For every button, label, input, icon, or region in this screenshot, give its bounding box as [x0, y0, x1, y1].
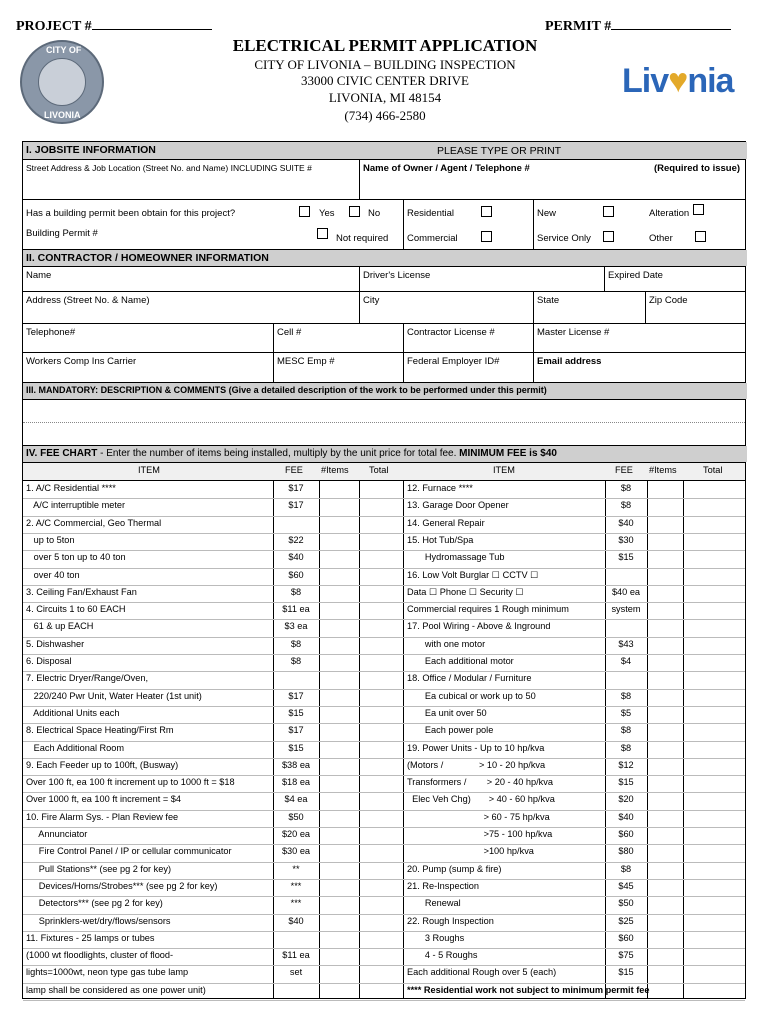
- project-label: PROJECT #: [16, 19, 92, 34]
- owner-field[interactable]: Name of Owner / Agent / Telephone #: [359, 160, 747, 199]
- fee-item-label: Annunciator: [26, 829, 88, 839]
- fee-amount: $20 ea: [281, 829, 311, 839]
- items-count-field[interactable]: [648, 844, 682, 861]
- fee-item-label: up to 5ton: [26, 534, 75, 545]
- items-count-field[interactable]: [648, 637, 682, 654]
- fee-amount: $8: [620, 690, 632, 701]
- fee-item-label: Additional Units each: [26, 707, 120, 718]
- right-fee-row: [23, 741, 745, 758]
- right-fee-row: [23, 533, 745, 550]
- other-checkbox[interactable]: [695, 231, 706, 242]
- fee-amount: $8: [620, 863, 632, 874]
- fee-item-label: Fire Control Panel / IP or cellular communicator: [26, 846, 232, 857]
- fee-item-label: 6. Disposal: [26, 656, 72, 666]
- permit-label: PERMIT #: [545, 19, 612, 34]
- right-fee-row: [23, 775, 745, 792]
- items-count-field[interactable]: [648, 671, 682, 688]
- fee-item-label: 9. Each Feeder up to 100ft, (Busway): [26, 759, 179, 770]
- address-field[interactable]: Address (Street No. & Name): [26, 295, 150, 306]
- fee-header-row: [23, 463, 745, 480]
- fee-amount: $40: [618, 517, 634, 528]
- fee-amount: **: [292, 863, 300, 874]
- fee-item-label: 15. Hot Tub/Spa: [407, 534, 474, 545]
- fee-amount: system: [611, 604, 641, 615]
- not-required-label: Not required: [336, 233, 389, 244]
- new-checkbox[interactable]: [603, 206, 614, 217]
- fee-item-label: Each additional Rough over 5 (each): [407, 967, 557, 978]
- cell-field[interactable]: Cell #: [273, 324, 403, 352]
- right-fee-row: [23, 792, 745, 809]
- right-fee-row: [23, 931, 745, 948]
- federal-id-field[interactable]: Federal Employer ID#: [403, 353, 533, 382]
- fee-amount: $20: [618, 794, 634, 805]
- fee-item-label: Each Additional Room: [26, 742, 125, 753]
- contractor-license-field[interactable]: Contractor License #: [403, 324, 533, 352]
- section-3-title: III. MANDATORY:: [26, 385, 99, 395]
- section-3-header: [23, 383, 745, 400]
- fee-amount: $75: [618, 950, 634, 961]
- right-fee-row: [23, 602, 745, 619]
- city-field[interactable]: City: [359, 292, 533, 323]
- fee-amount: set: [289, 967, 303, 978]
- items-count-field[interactable]: [648, 948, 682, 965]
- commercial-label: Commercial: [407, 233, 458, 244]
- items-count-field[interactable]: [648, 550, 682, 567]
- right-fee-row: [23, 758, 745, 775]
- fee-amount: $17: [288, 725, 304, 736]
- items-count-field[interactable]: [648, 914, 682, 931]
- header-line-4: (734) 466-2580: [344, 108, 426, 123]
- items-count-field[interactable]: [648, 810, 682, 827]
- right-fee-row: [23, 689, 745, 706]
- header-line-3: LIVONIA, MI 48154: [328, 90, 442, 105]
- has-permit-question: Has a building permit been obtain for this project?: [26, 208, 236, 219]
- fee-amount: $15: [618, 552, 634, 563]
- yes-checkbox[interactable]: [299, 206, 310, 217]
- fee-item-label: 8. Electrical Space Heating/First Rm: [26, 725, 174, 736]
- fee-item-label: 21. Re-Inspection: [407, 880, 480, 891]
- permit-form: [22, 141, 746, 999]
- items-count-field[interactable]: [648, 862, 682, 879]
- fee-item-label: 5. Dishwasher: [26, 638, 85, 649]
- fee-item-label: (Motors / > 10 - 20 hp/kva: [407, 759, 546, 770]
- fee-amount: $17: [288, 483, 304, 493]
- col-item: ITEM: [138, 465, 160, 475]
- fee-item-label: 1. A/C Residential ****: [26, 483, 116, 493]
- right-fee-row: [23, 706, 745, 723]
- right-fee-row: [23, 723, 745, 740]
- section-3-desc: DESCRIPTION & COMMENTS (Give a detailed description of the work to be performed under this permit): [98, 385, 547, 395]
- permit-type-row: [23, 200, 745, 250]
- section-4-header: [23, 446, 745, 463]
- items-count-field[interactable]: [648, 533, 682, 550]
- fee-amount: $8: [620, 500, 632, 511]
- items-count-field[interactable]: [648, 879, 682, 896]
- fee-item-label: 61 & up EACH: [26, 621, 94, 632]
- fee-table: [23, 463, 745, 998]
- fee-item-label: Detectors*** (see pg 2 for key): [26, 898, 163, 909]
- fee-item-label: lamp shall be considered as one power unit): [26, 984, 206, 995]
- fee-amount: $8: [620, 742, 632, 753]
- col-total: Total: [369, 465, 389, 475]
- fee-amount: $38 ea: [281, 759, 311, 770]
- fee-item-label: 17. Pool Wiring - Above & Inground: [407, 621, 551, 632]
- building-permit-label: Building Permit #: [26, 228, 98, 239]
- fee-amount: $15: [618, 967, 634, 978]
- fee-item-label: Commercial requires 1 Rough minimum: [407, 604, 569, 615]
- items-count-field[interactable]: [648, 758, 682, 775]
- heart-icon: ♥: [668, 62, 688, 100]
- right-fee-row: [23, 671, 745, 688]
- right-fee-row: [23, 498, 745, 515]
- right-fee-row: [23, 896, 745, 913]
- fee-amount: $8: [290, 656, 302, 666]
- right-fee-row: [23, 654, 745, 671]
- items-count-field[interactable]: [648, 585, 682, 602]
- items-count-field[interactable]: [648, 723, 682, 740]
- fee-amount: $45: [618, 880, 634, 891]
- fee-item-label: 220/240 Pwr Unit, Water Heater (1st unit): [26, 690, 202, 701]
- not-required-checkbox[interactable]: [317, 228, 328, 239]
- items-count-field[interactable]: [648, 827, 682, 844]
- fee-amount: $15: [288, 742, 304, 753]
- section-4-desc: - Enter the number of items being installed, multiply by the unit price for total fee.: [97, 448, 460, 459]
- fee-item-label: Elec Veh Chg) > 40 - 60 hp/kva: [407, 794, 555, 805]
- right-fee-row: [23, 585, 745, 602]
- fee-amount: $17: [288, 690, 304, 701]
- alteration-label: Alteration: [649, 208, 690, 219]
- expired-date-field[interactable]: Expired Date: [604, 267, 747, 291]
- project-number-field[interactable]: [16, 18, 212, 35]
- right-fee-row: [23, 810, 745, 827]
- fee-item-label: (1000 wt floodlights, cluster of flood-: [26, 950, 174, 961]
- state-field[interactable]: State: [533, 292, 645, 323]
- drivers-license-field[interactable]: Driver's License: [359, 267, 604, 291]
- street-address-field[interactable]: Street Address & Job Location (Street No. and Name) INCLUDING SUITE #: [26, 163, 312, 173]
- fee-amount: $40: [288, 915, 304, 926]
- fee-item-label: Sprinklers-wet/dry/flows/sensors: [26, 915, 171, 926]
- fee-item-label: 20. Pump (sump & fire): [407, 863, 502, 874]
- fee-amount: $11 ea: [282, 950, 310, 961]
- fee-amount: $8: [620, 725, 632, 736]
- fee-amount: $3 ea: [284, 621, 308, 632]
- fee-amount: $22: [288, 534, 304, 545]
- fee-item-label: 14. General Repair: [407, 517, 485, 528]
- alteration-checkbox[interactable]: [693, 204, 704, 215]
- fee-item-label: 22. Rough Inspection: [407, 915, 494, 926]
- items-count-field[interactable]: [648, 792, 682, 809]
- fee-item-label: > 60 - 75 hp/kva: [407, 811, 550, 822]
- col-item-right: ITEM: [493, 465, 515, 475]
- right-fee-row: [23, 637, 745, 654]
- yes-label: Yes: [319, 208, 335, 219]
- no-label: No: [368, 208, 381, 219]
- right-fee-row: [23, 965, 745, 982]
- jobsite-address-row: [23, 160, 745, 200]
- fee-amount: $40 ea: [611, 586, 641, 597]
- fee-amount: $8: [620, 483, 632, 493]
- right-fee-row: [23, 914, 745, 931]
- fee-item-label: 16. Low Volt Burglar ☐ CCTV ☐: [407, 569, 539, 580]
- fee-amount: ***: [290, 898, 302, 909]
- service-only-label: Service Only: [537, 233, 591, 244]
- section-4-title: IV. FEE CHART: [26, 448, 98, 459]
- right-fee-row: [23, 879, 745, 896]
- required-note: (Required to issue): [654, 163, 741, 174]
- fee-item-label: 19. Power Units - Up to 10 hp/kva: [407, 742, 545, 753]
- permit-number-field[interactable]: [545, 18, 731, 35]
- right-fee-row: [23, 862, 745, 879]
- fee-item-label: Ea unit over 50: [407, 707, 487, 718]
- minimum-fee: MINIMUM FEE is $40: [459, 448, 557, 459]
- service-only-checkbox[interactable]: [603, 231, 614, 242]
- items-count-field[interactable]: [648, 481, 682, 498]
- items-count-field[interactable]: [648, 983, 682, 1000]
- items-count-field[interactable]: [648, 516, 682, 533]
- fee-item-label: Each additional motor: [407, 656, 514, 666]
- fee-item-label: Transformers / > 20 - 40 hp/kva: [407, 777, 553, 788]
- fee-amount: $30 ea: [281, 846, 311, 857]
- fee-item-label: 4 - 5 Roughs: [407, 950, 478, 961]
- fee-amount: $50: [618, 898, 634, 909]
- fee-item-label: Over 1000 ft, ea 100 ft increment = $4: [26, 794, 182, 805]
- right-fee-row: [23, 568, 745, 585]
- fee-amount: ***: [290, 880, 302, 891]
- fee-amount: $12: [618, 759, 634, 770]
- right-fee-row: [23, 619, 745, 636]
- items-count-field[interactable]: [648, 965, 682, 982]
- fee-amount: $5: [620, 707, 632, 718]
- fee-amount: $25: [618, 915, 634, 926]
- fee-amount: $4: [620, 656, 632, 666]
- fee-item-label: **** Residential work not subject to minimum permit fee: [407, 984, 650, 995]
- items-count-field[interactable]: [648, 741, 682, 758]
- fee-item-label: over 5 ton up to 40 ton: [26, 552, 126, 563]
- items-count-field[interactable]: [648, 931, 682, 948]
- items-count-field[interactable]: [648, 706, 682, 723]
- fee-item-label: 7. Electric Dryer/Range/Oven,: [26, 673, 149, 684]
- fee-amount: $40: [618, 811, 634, 822]
- fee-amount: $40: [288, 552, 304, 563]
- items-count-field[interactable]: [648, 498, 682, 515]
- items-count-field[interactable]: [648, 619, 682, 636]
- fee-item-label: Renewal: [407, 898, 461, 909]
- col-fee: FEE: [285, 465, 303, 475]
- fee-item-label: 13. Garage Door Opener: [407, 500, 509, 511]
- fee-item-label: 10. Fire Alarm Sys. - Plan Review fee: [26, 811, 179, 822]
- items-count-field[interactable]: [648, 568, 682, 585]
- right-fee-row: [23, 948, 745, 965]
- fee-amount: $8: [290, 638, 302, 649]
- no-checkbox[interactable]: [349, 206, 360, 217]
- fee-item-label: Each power pole: [407, 725, 494, 736]
- fee-amount: $15: [288, 707, 304, 718]
- fee-amount: $80: [618, 846, 634, 857]
- fee-amount: $15: [618, 777, 634, 788]
- right-fee-row: [23, 481, 745, 498]
- fee-amount: $17: [288, 500, 304, 511]
- fee-amount: $60: [288, 569, 304, 580]
- fee-item-label: 18. Office / Modular / Furniture: [407, 673, 532, 684]
- fee-amount: $8: [290, 586, 302, 597]
- telephone-field[interactable]: Telephone#: [26, 327, 76, 338]
- fee-amount: $18 ea: [281, 777, 311, 788]
- col-fee-right: FEE: [615, 465, 633, 475]
- fee-item-label: Ea cubical or work up to 50: [407, 690, 536, 701]
- city-seal: CITY OF LIVONIA: [20, 40, 104, 124]
- livonia-logo: Liv♥nia: [622, 62, 734, 100]
- fee-amount: $43: [618, 638, 634, 649]
- fee-item-label: 11. Fixtures - 25 lamps or tubes: [26, 932, 155, 943]
- fee-item-label: 2. A/C Commercial, Geo Thermal: [26, 517, 162, 528]
- page-title: ELECTRICAL PERMIT APPLICATION: [232, 36, 538, 55]
- fee-item-label: A/C interruptible meter: [26, 500, 126, 511]
- col-items: #Items: [321, 465, 349, 475]
- fee-item-label: over 40 ton: [26, 569, 80, 580]
- right-fee-row: [23, 516, 745, 533]
- fee-item-label: Data ☐ Phone ☐ Security ☐: [407, 586, 524, 597]
- email-field[interactable]: Email address: [533, 353, 747, 382]
- items-count-field[interactable]: [648, 775, 682, 792]
- items-count-field[interactable]: [648, 896, 682, 913]
- fee-item-label: with one motor: [407, 638, 486, 649]
- items-count-field[interactable]: [648, 689, 682, 706]
- fee-amount: $50: [288, 811, 304, 822]
- col-total-right: Total: [703, 465, 723, 475]
- fee-item-label: >100 hp/kva: [407, 846, 534, 857]
- commercial-checkbox[interactable]: [481, 231, 492, 242]
- new-label: New: [537, 208, 557, 219]
- fee-item-label: Devices/Horns/Strobes*** (see pg 2 for key): [26, 880, 218, 891]
- fee-amount: $60: [618, 932, 634, 943]
- residential-label: Residential: [407, 208, 454, 219]
- fee-item-label: 3. Ceiling Fan/Exhaust Fan: [26, 586, 137, 597]
- fee-amount: $30: [618, 534, 634, 545]
- name-field[interactable]: Name: [26, 270, 52, 281]
- col-items-right: #Items: [649, 465, 677, 475]
- right-fee-row: [23, 827, 745, 844]
- fee-item-label: >75 - 100 hp/kva: [407, 829, 553, 839]
- fee-amount: $11 ea: [282, 604, 310, 615]
- please-type: PLEASE TYPE OR PRINT: [437, 145, 562, 157]
- section-2-header: [23, 250, 745, 267]
- right-fee-row: [23, 983, 745, 1000]
- workers-comp-field[interactable]: Workers Comp Ins Carrier: [26, 356, 137, 367]
- fee-amount: $4 ea: [284, 794, 308, 805]
- header-line-1: CITY OF LIVONIA – BUILDING INSPECTION: [254, 57, 516, 72]
- master-license-field[interactable]: Master License #: [533, 324, 747, 352]
- right-fee-row: [23, 844, 745, 861]
- zip-field[interactable]: Zip Code: [645, 292, 747, 323]
- fee-item-label: Pull Stations** (see pg 2 for key): [26, 863, 172, 874]
- fee-amount: $60: [618, 829, 634, 839]
- fee-item-label: lights=1000wt, neon type gas tube lamp: [26, 967, 189, 978]
- fee-item-label: Hydromassage Tub: [407, 552, 505, 563]
- residential-checkbox[interactable]: [481, 206, 492, 217]
- other-label: Other: [649, 233, 673, 244]
- fee-item-label: Over 100 ft, ea 100 ft increment up to 1000 ft = $18: [26, 777, 235, 788]
- fee-item-label: 4. Circuits 1 to 60 EACH: [26, 604, 126, 615]
- fee-item-label: 3 Roughs: [407, 932, 465, 943]
- section-1-title: I. JOBSITE INFORMATION: [23, 142, 747, 159]
- description-field[interactable]: [23, 400, 745, 446]
- mesc-field[interactable]: MESC Emp #: [273, 353, 403, 382]
- section-2-title: II. CONTRACTOR / HOMEOWNER INFORMATION: [23, 250, 747, 266]
- fee-item-label: 12. Furnace ****: [407, 483, 473, 493]
- right-fee-row: [23, 550, 745, 567]
- section-1-header: [23, 142, 745, 160]
- header-line-2: 33000 CIVIC CENTER DRIVE: [301, 73, 469, 88]
- items-count-field[interactable]: [648, 602, 682, 619]
- items-count-field[interactable]: [648, 654, 682, 671]
